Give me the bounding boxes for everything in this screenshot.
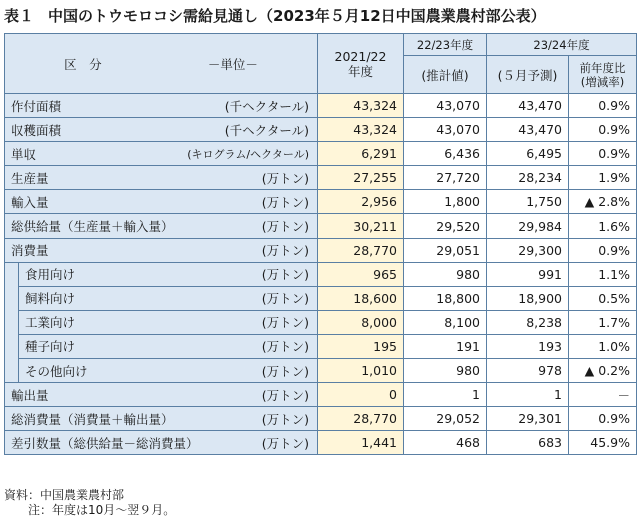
row-unit: (万トン) <box>261 363 309 379</box>
row-label-cell <box>19 310 318 334</box>
value-2023-24: 18,900 <box>487 286 569 310</box>
value-2023-24: 193 <box>487 334 569 358</box>
value-2022-23: 191 <box>404 334 487 358</box>
value-yoy: 1.0% <box>569 334 637 358</box>
value-2021-22: 28,770 <box>318 407 404 431</box>
row-unit: (万トン) <box>261 411 309 427</box>
row-label: 収穫面積 <box>11 122 62 138</box>
value-2023-24: 29,984 <box>487 214 569 238</box>
value-2021-22: 965 <box>318 262 404 286</box>
value-yoy: 45.9% <box>569 431 637 455</box>
value-2023-24: 29,301 <box>487 407 569 431</box>
value-yoy: 0.9% <box>569 118 637 142</box>
value-yoy: ▲ 0.2% <box>569 359 637 383</box>
value-2022-23: 468 <box>404 431 487 455</box>
row-label: 食用向け <box>25 267 76 283</box>
indent-spacer <box>5 310 19 334</box>
row-unit: (千ヘクタール) <box>224 122 309 138</box>
value-2022-23: 1 <box>404 383 487 407</box>
value-2021-22: 30,211 <box>318 214 404 238</box>
table-row <box>5 190 637 214</box>
row-label: 総供給量（生産量＋輸入量） <box>11 219 174 235</box>
row-unit: (万トン) <box>261 315 309 331</box>
indent-spacer <box>5 334 19 358</box>
value-2021-22: 1,010 <box>318 359 404 383</box>
value-2022-23: 18,800 <box>404 286 487 310</box>
indent-spacer <box>5 262 19 286</box>
value-2022-23: 29,051 <box>404 238 487 262</box>
row-label-cell <box>5 431 318 455</box>
value-2023-24: 6,495 <box>487 142 569 166</box>
row-label: 総消費量（消費量＋輸出量） <box>11 411 174 427</box>
row-unit: (万トン) <box>261 194 309 210</box>
value-2023-24: 1,750 <box>487 190 569 214</box>
table-row <box>5 118 637 142</box>
table-title <box>4 5 638 27</box>
row-label-cell <box>19 334 318 358</box>
indent-spacer <box>5 286 19 310</box>
row-unit: (万トン) <box>261 435 309 451</box>
table-row <box>5 310 637 334</box>
value-2023-24: 43,470 <box>487 118 569 142</box>
table-row <box>5 238 637 262</box>
header-unit: －単位－ <box>207 56 258 72</box>
row-unit: (万トン) <box>261 219 309 235</box>
table-row <box>5 286 637 310</box>
row-label: 工業向け <box>25 315 76 331</box>
value-yoy: 1.7% <box>569 310 637 334</box>
value-yoy: － <box>569 383 637 407</box>
value-yoy: 1.6% <box>569 214 637 238</box>
value-2022-23: 1,800 <box>404 190 487 214</box>
value-2023-24: 683 <box>487 431 569 455</box>
header-2022-23-estimate: (推計値) <box>404 56 487 94</box>
value-2021-22: 28,770 <box>318 238 404 262</box>
value-2022-23: 6,436 <box>404 142 487 166</box>
header-2023-24: 23/24年度 <box>487 34 637 56</box>
row-label: 飼料向け <box>25 291 76 307</box>
value-2022-23: 8,100 <box>404 310 487 334</box>
row-label-cell <box>19 262 318 286</box>
header-2023-24-forecast: (５月予測) <box>487 56 569 94</box>
value-2021-22: 27,255 <box>318 166 404 190</box>
row-label: 種子向け <box>25 339 76 355</box>
row-label: その他向け <box>25 363 88 379</box>
footnote: 注：年度は10月～翌９月。 <box>28 503 176 516</box>
row-unit: (万トン) <box>261 267 309 283</box>
value-2022-23: 980 <box>404 359 487 383</box>
row-label-cell <box>19 359 318 383</box>
value-2021-22: 8,000 <box>318 310 404 334</box>
header-category <box>5 34 318 94</box>
value-2023-24: 43,470 <box>487 94 569 118</box>
value-2022-23: 29,520 <box>404 214 487 238</box>
row-label-cell <box>5 94 318 118</box>
value-2022-23: 27,720 <box>404 166 487 190</box>
supply-demand-table <box>4 33 637 455</box>
row-label-cell <box>5 214 318 238</box>
value-2021-22: 2,956 <box>318 190 404 214</box>
table-row <box>5 262 637 286</box>
value-yoy: 1.9% <box>569 166 637 190</box>
value-2023-24: 1 <box>487 383 569 407</box>
header-yoy-ratio: 前年度比 (増減率) <box>569 56 637 94</box>
value-yoy: 0.9% <box>569 407 637 431</box>
table-row <box>5 383 637 407</box>
value-2021-22: 43,324 <box>318 94 404 118</box>
value-2021-22: 43,324 <box>318 118 404 142</box>
row-label-cell <box>5 190 318 214</box>
source-note: 資料：中国農業農村部 <box>4 488 125 502</box>
value-2023-24: 8,238 <box>487 310 569 334</box>
row-label: 単収 <box>11 146 37 162</box>
value-yoy: 0.5% <box>569 286 637 310</box>
value-2022-23: 43,070 <box>404 94 487 118</box>
row-label-cell <box>5 383 318 407</box>
table-row <box>5 214 637 238</box>
table-row <box>5 94 637 118</box>
table-row <box>5 142 637 166</box>
value-2023-24: 28,234 <box>487 166 569 190</box>
row-label-cell <box>5 407 318 431</box>
indent-spacer <box>5 359 19 383</box>
table-row <box>5 166 637 190</box>
row-label: 消費量 <box>11 243 49 259</box>
value-2021-22: 195 <box>318 334 404 358</box>
value-2021-22: 6,291 <box>318 142 404 166</box>
value-2022-23: 980 <box>404 262 487 286</box>
value-2021-22: 0 <box>318 383 404 407</box>
row-label: 作付面積 <box>11 98 62 114</box>
value-2023-24: 991 <box>487 262 569 286</box>
table-row <box>5 407 637 431</box>
row-unit: (万トン) <box>261 170 309 186</box>
table-row <box>5 359 637 383</box>
value-2023-24: 978 <box>487 359 569 383</box>
row-label-cell <box>5 166 318 190</box>
row-unit: (千ヘクタール) <box>224 98 309 114</box>
value-yoy: 0.9% <box>569 142 637 166</box>
value-yoy: ▲ 2.8% <box>569 190 637 214</box>
value-2021-22: 18,600 <box>318 286 404 310</box>
row-label: 輸出量 <box>11 387 49 403</box>
row-unit: (万トン) <box>261 387 309 403</box>
value-yoy: 0.9% <box>569 94 637 118</box>
table-title-text: 中国のトウモロコシ需給見通し（2023年５月12日中国農業農村部公表） <box>48 7 546 25</box>
row-label: 生産量 <box>11 170 49 186</box>
row-label-cell <box>19 286 318 310</box>
value-yoy: 0.9% <box>569 238 637 262</box>
header-2022-23: 22/23年度 <box>404 34 487 56</box>
row-unit: (万トン) <box>261 243 309 259</box>
value-2022-23: 43,070 <box>404 118 487 142</box>
value-2023-24: 29,300 <box>487 238 569 262</box>
row-unit: (キログラム/ヘクタール) <box>187 147 309 161</box>
row-unit: (万トン) <box>261 291 309 307</box>
value-2022-23: 29,052 <box>404 407 487 431</box>
row-label-cell <box>5 142 318 166</box>
row-label-cell <box>5 238 318 262</box>
table-number: 表１ <box>4 7 35 25</box>
row-label-cell <box>5 118 318 142</box>
value-yoy: 1.1% <box>569 262 637 286</box>
row-unit: (万トン) <box>261 339 309 355</box>
row-label: 差引数量（総供給量－総消費量） <box>11 435 199 451</box>
table-row <box>5 431 637 455</box>
header-2021-22: 2021/22 年度 <box>318 34 404 94</box>
table-row <box>5 334 637 358</box>
header-kubun: 区 分 <box>64 56 102 72</box>
value-2021-22: 1,441 <box>318 431 404 455</box>
row-label: 輸入量 <box>11 194 49 210</box>
